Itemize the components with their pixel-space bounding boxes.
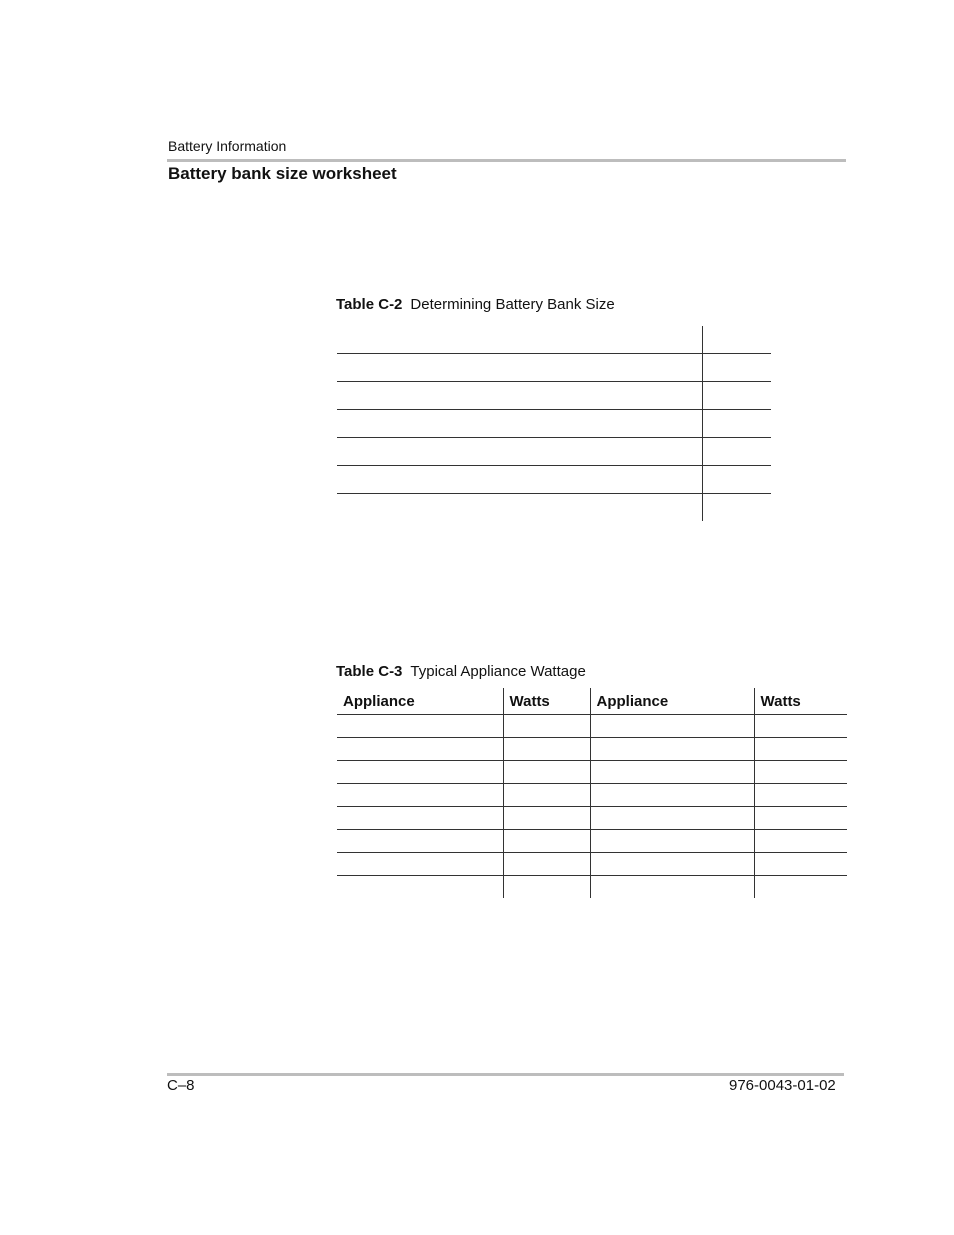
appliance-cell [590, 738, 754, 761]
table-c3-header-row [337, 688, 847, 715]
table-c2-body [337, 326, 771, 521]
watts-cell [503, 738, 590, 761]
value-cell [702, 466, 771, 494]
watts-cell [754, 807, 847, 830]
document-number: 976-0043-01-02 [729, 1077, 836, 1094]
appliance-cell [337, 876, 503, 899]
table-row [337, 738, 847, 761]
watts-cell [754, 761, 847, 784]
value-cell [702, 494, 771, 522]
table-c2-title: Determining Battery Bank Size [410, 296, 615, 313]
description-cell [337, 326, 702, 354]
watts-cell [754, 830, 847, 853]
table-c2 [337, 326, 771, 521]
table-row [337, 715, 847, 738]
watts-cell [754, 876, 847, 899]
value-cell [702, 354, 771, 382]
table-c2-caption [336, 295, 615, 315]
table-row [337, 410, 771, 438]
appliance-cell [337, 738, 503, 761]
value-cell [702, 410, 771, 438]
description-cell [337, 466, 702, 494]
column-header-watts: Watts [754, 688, 847, 715]
description-cell [337, 494, 702, 522]
value-cell [702, 438, 771, 466]
appliance-cell [590, 830, 754, 853]
appliance-cell [337, 830, 503, 853]
appliance-cell [590, 876, 754, 899]
table-row [337, 853, 847, 876]
appliance-cell [337, 715, 503, 738]
table-c3-caption [336, 662, 586, 682]
column-header-appliance: Appliance [337, 688, 503, 715]
description-cell [337, 438, 702, 466]
appliance-cell [590, 853, 754, 876]
watts-cell [754, 738, 847, 761]
table-c3-title: Typical Appliance Wattage [410, 663, 586, 680]
appliance-cell [337, 761, 503, 784]
watts-cell [754, 715, 847, 738]
table-c3-label: Table C-3 [336, 663, 403, 680]
watts-cell [503, 715, 590, 738]
table-row [337, 807, 847, 830]
table-row [337, 784, 847, 807]
column-header-watts: Watts [503, 688, 590, 715]
watts-cell [503, 807, 590, 830]
table-row [337, 830, 847, 853]
watts-cell [503, 784, 590, 807]
watts-cell [503, 876, 590, 899]
description-cell [337, 410, 702, 438]
table-row [337, 382, 771, 410]
section-title: Battery bank size worksheet [168, 164, 397, 183]
appliance-cell [337, 853, 503, 876]
running-header: Battery Information [168, 138, 287, 154]
value-cell [702, 326, 771, 354]
appliance-cell [590, 784, 754, 807]
page-number: C–8 [167, 1077, 195, 1094]
watts-cell [503, 830, 590, 853]
watts-cell [754, 784, 847, 807]
table-row [337, 494, 771, 522]
table-row [337, 438, 771, 466]
table-c2-label: Table C-2 [336, 296, 403, 313]
appliance-cell [590, 807, 754, 830]
table-c3 [337, 688, 847, 898]
appliance-cell [590, 715, 754, 738]
appliance-cell [337, 784, 503, 807]
value-cell [702, 382, 771, 410]
table-row [337, 761, 847, 784]
column-header-appliance: Appliance [590, 688, 754, 715]
description-cell [337, 382, 702, 410]
footer-rule [167, 1073, 844, 1076]
header-rule [167, 159, 846, 162]
appliance-cell [590, 761, 754, 784]
table-c3-body [337, 715, 847, 899]
description-cell [337, 354, 702, 382]
table-row [337, 876, 847, 899]
watts-cell [503, 853, 590, 876]
table-row [337, 326, 771, 354]
watts-cell [503, 761, 590, 784]
table-row [337, 466, 771, 494]
appliance-cell [337, 807, 503, 830]
watts-cell [754, 853, 847, 876]
table-row [337, 354, 771, 382]
